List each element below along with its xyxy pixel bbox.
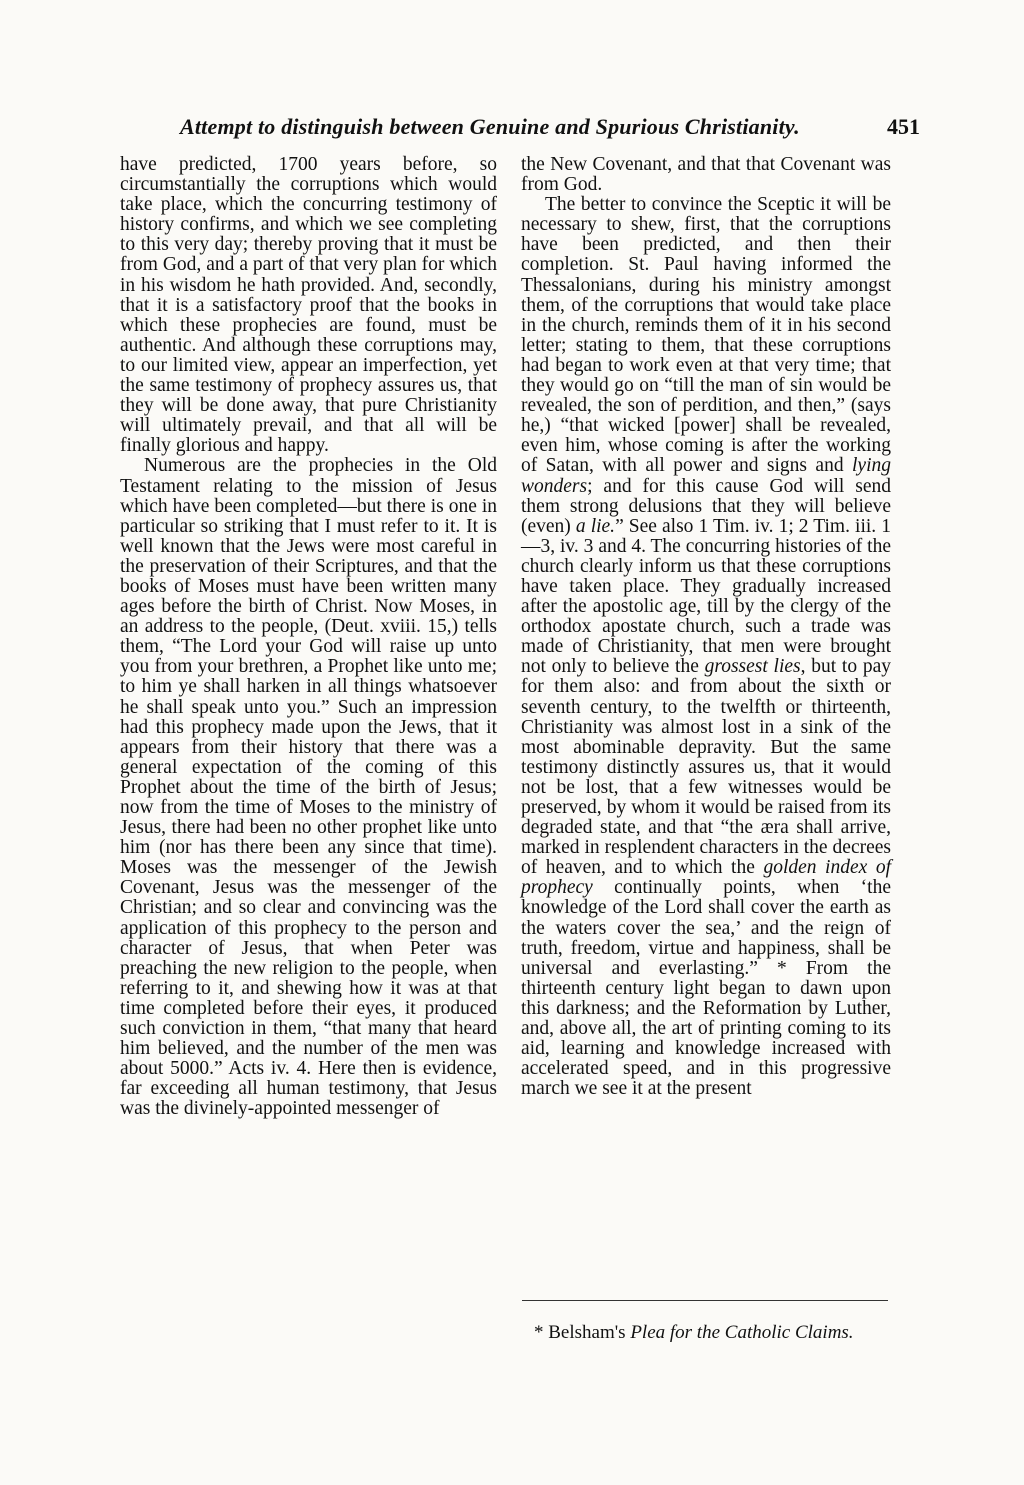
italic-phrase: lying wonders (521, 455, 891, 497)
text-run: , but to pay for them also: and from about the sixth or seventh century, to the twelfth or thirteenth, Christianity was almost lost in a sink of the most abominable depravity. But the same testimony distinctly assures us, that it would not be lost, that a few witnesses would be preserved, by whom it would be raised from its degraded state, and that “the æra shall arrive, marked in resplendent characters in the decrees of heaven, and to which the (521, 656, 891, 879)
footnote (522, 1323, 888, 1343)
right-column (521, 155, 891, 1099)
page-header (120, 114, 920, 146)
italic-phrase: a lie. (575, 515, 616, 537)
paragraph: have predicted, 1700 years before, so circumstantially the corruptions which would take place, which the concurring testimony of history confirms, and which we see completing to this very day; thereby proving that it must be from God, and a part of that very plan for which in his wisdom he hath provided. And, secondly, that it is a satisfactory proof that the books in which these prophecies are found, must be authentic. And although these corruptions may, to our limited view, appear an imperfection, yet the same testimony of prophecy assures us, that they will be done away, that pure Christianity will ultimately prevail, and that all will be finally glorious and happy. (120, 154, 497, 457)
text-run: continually points, when ‘the knowledge of the Lord shall cover the earth as the waters cover the sea,’ and the reign of truth, freedom, virtue and happiness, shall be universal and everlasting.” * From the thirteenth century light began to dawn upon this darkness; and the Reformation by Luther, and, above all, the art of printing coming to its aid, learning and knowledge increased with accelerated speed, and in this progressive march we see it at the present (521, 877, 891, 1100)
text-run: ; and for this cause God will send them strong delusions that they will believe (even) (521, 475, 891, 537)
left-column (120, 155, 497, 1120)
footnote-title: Plea for the Catholic Claims. (630, 1322, 854, 1343)
footnote-text (522, 1323, 888, 1343)
italic-phrase: grossest lies (704, 656, 801, 678)
paragraph: Numerous are the prophecies in the Old Testament relating to the mission of Jesus which have been completed—but there is one in particular so striking that I must refer to it. It is well known that the Jews were most careful in the preservation of their Scriptures, and that the books of Moses must have been written many ages before the birth of Christ. Now Moses, in an address to the people, (Deut. xviii. 15,) tells them, “The Lord your God will raise up unto you from your brethren, a Prophet like unto me; to him ye shall harken in all things whatsoever he shall speak unto you.” Such an impression had this prophecy made upon the Jews, that it appears from their history that there was a general expectation of the coming of this Prophet about the time of the birth of Jesus; now from the time of Moses to the ministry of Jesus, there had been no other prophet like unto him (nor has there been any since that time). Moses was the messenger of the Jewish Covenant, Jesus was the messenger of the Christian; and so clear and convincing was the application of this prophecy to the person and character of Jesus, that when Peter was preaching the new religion to the people, when referring to it, and shewing how it was at that time completed before their eyes, it produced such conviction in them, “that many that heard him believed, and the number of the men was about 5000.” Acts iv. 4. Here then is evidence, far exceeding all human testimony, that Jesus was the divinely-appointed messenger of (120, 455, 497, 1120)
text-run: ” See also 1 Tim. iv. 1; 2 Tim. iii. 1—3, iv. 3 and 4. The concurring histories of the church clearly inform us that these corruptions have taken place. They gradually increased after the apostolic age, till by the clergy of the orthodox apostate church, such a trade was made of Christianity, that men were brought not only to believe the (521, 515, 891, 678)
italic-phrase: golden index of prophecy (521, 857, 892, 899)
paragraph: the New Covenant, and that that Covenant was from God. (521, 154, 891, 196)
paragraph (521, 195, 891, 1099)
page-number: 451 (887, 114, 920, 139)
footnote-rule (522, 1300, 888, 1301)
footnote-marker: * Belsham's (534, 1322, 631, 1343)
text-run: The better to convince the Sceptic it will be necessary to shew, first, that the corruptions have been predicted, and then their completion. St. Paul having informed the Thessalonians, during his ministry amongst them, of the corruptions that would take place in the church, reminds them of it in his second letter; stating to them, that these corruptions had began to work even at that very time; that they would go on “till the man of sin would be revealed, the son of perdition, and then,” (says he,) “that wicked [power] shall be revealed, even him, whose coming is after the working of Satan, with all power and signs and (521, 194, 891, 477)
running-title: Attempt to distinguish between Genuine and Spurious Christianity. (180, 114, 800, 139)
